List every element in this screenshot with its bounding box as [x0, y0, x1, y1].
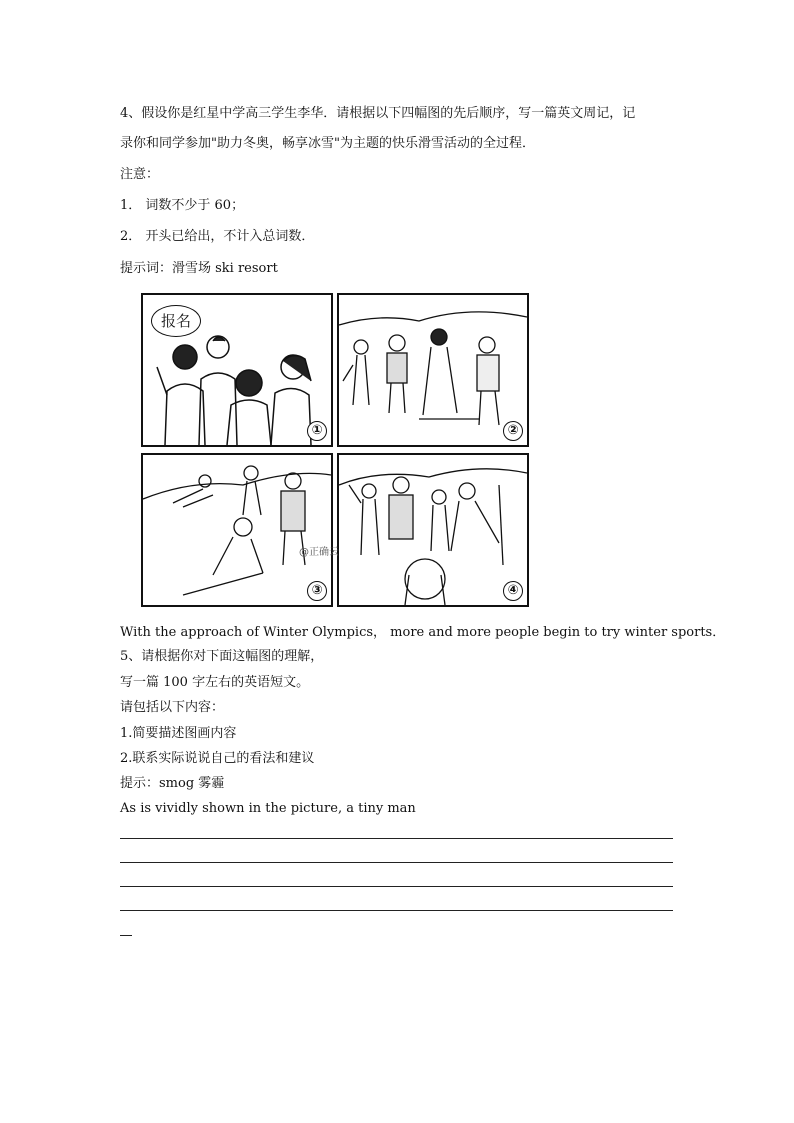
- comic-panel-4: [299, 453, 529, 607]
- q4-note-1: 1． 词数不少于 60；: [120, 198, 245, 213]
- speech-bubble: 报名: [151, 305, 201, 337]
- panel-number-1: ①: [307, 421, 327, 441]
- comic-panel-1: [141, 293, 333, 447]
- group-photo-illustration: [339, 455, 527, 605]
- answer-line-2[interactable]: [120, 862, 673, 863]
- q4-prompt-line-1: 4、假设你是红星中学高三学生李华．请根据以下四幅图的先后顺序，写一篇英文周记，记: [120, 106, 636, 121]
- q4-note-title: 注意：: [120, 167, 160, 182]
- watermark: @正确云: [299, 547, 339, 558]
- q5-prompt-line-3: 请包括以下内容：: [120, 700, 225, 715]
- q5-prompt-line-2: 写一篇 100 字左右的英语短文。: [120, 675, 310, 690]
- ski-lesson-illustration: [339, 295, 527, 445]
- q5-item-1: 1.简要描述图画内容: [120, 726, 237, 741]
- panel-number-4: ④: [503, 581, 523, 601]
- q5-item-2: 2.联系实际说说自己的看法和建议: [120, 751, 315, 766]
- answer-line-end: [120, 935, 132, 936]
- skiing-fall-illustration: [143, 455, 331, 605]
- answer-line-3[interactable]: [120, 886, 673, 887]
- panel-number-3: ③: [307, 581, 327, 601]
- q4-note-2: 2． 开头已给出，不计入总词数．: [120, 229, 315, 244]
- answer-line-4[interactable]: [120, 910, 673, 911]
- panel-number-2: ②: [503, 421, 523, 441]
- q5-hint: 提示：smog 雾霾: [120, 776, 225, 791]
- q4-opening-sentence: With the approach of Winter Olympics， more and more people begin to try winter sports．: [120, 625, 726, 640]
- q5-prompt-line-1: 5、请根据你对下面这幅图的理解，: [120, 649, 324, 664]
- q4-hint: 提示词：滑雪场 ski resort: [120, 261, 278, 276]
- q4-prompt-line-2: 录你和同学参加"助力冬奥，畅享冰雪"为主题的快乐滑雪活动的全过程．: [120, 136, 535, 151]
- answer-line-1[interactable]: [120, 838, 673, 839]
- comic-panel-2: [337, 293, 529, 447]
- q5-opening-sentence: As is vividly shown in the picture, a tiny man: [120, 801, 416, 816]
- comic-panel-3: [141, 453, 333, 607]
